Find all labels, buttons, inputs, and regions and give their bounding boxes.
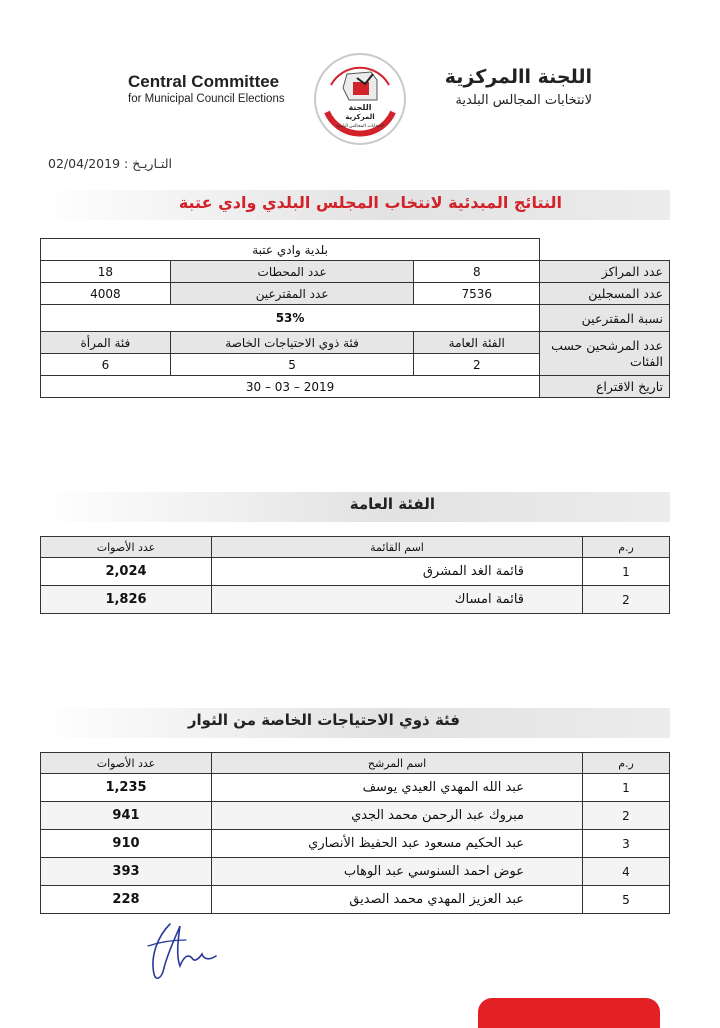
category-general-value: 2 <box>414 354 540 376</box>
category-general-label: الفئة العامة <box>414 332 540 354</box>
turnout-value: 53% <box>41 305 540 332</box>
election-info-table <box>40 238 670 398</box>
table-row <box>41 886 670 914</box>
date-label: التـاريـخ : <box>124 156 172 171</box>
table-row <box>41 558 670 586</box>
table-row <box>41 830 670 858</box>
list-name: قائمة الغد المشرق <box>212 558 583 586</box>
col-header-votes: عدد الأصوات <box>41 753 212 774</box>
results-title-banner <box>40 190 670 220</box>
category-women-value: 6 <box>41 354 171 376</box>
voters-value: 4008 <box>41 283 171 305</box>
category-special-value: 5 <box>170 354 414 376</box>
vote-date-value: 2019 – 03 – 30 <box>41 376 540 398</box>
table-row <box>41 586 670 614</box>
category-special-label: فئة ذوي الاحتياجات الخاصة <box>170 332 414 354</box>
header-arabic-subtitle: لانتخابات المجالس البلدية <box>455 93 592 108</box>
registered-label: عدد المسجلين <box>540 283 670 305</box>
col-header-name: اسم المرشح <box>212 753 583 774</box>
special-results-table <box>40 752 670 914</box>
row-number: 1 <box>583 774 670 802</box>
vote-count: 1,235 <box>41 774 212 802</box>
table-row <box>41 774 670 802</box>
logo-text-line2: المركزية <box>345 113 375 121</box>
vote-count: 2,024 <box>41 558 212 586</box>
row-number: 5 <box>583 886 670 914</box>
stations-label: عدد المحطات <box>170 261 414 283</box>
centers-label: عدد المراكز <box>540 261 670 283</box>
document-date <box>48 156 172 171</box>
row-number: 2 <box>583 802 670 830</box>
col-header-no: ر.م <box>583 537 670 558</box>
vote-count: 228 <box>41 886 212 914</box>
footer-red-bar <box>478 998 660 1028</box>
registered-value: 7536 <box>414 283 540 305</box>
header-english-title: Central Committee <box>128 72 280 91</box>
col-header-name: اسم القائمة <box>212 537 583 558</box>
date-value: 02/04/2019 <box>48 156 121 171</box>
turnout-label: نسبة المقترعين <box>540 305 670 332</box>
stations-value: 18 <box>41 261 171 283</box>
list-name: قائمة امساك <box>212 586 583 614</box>
row-number: 1 <box>583 558 670 586</box>
special-category-banner <box>40 708 670 738</box>
committee-logo <box>313 52 407 146</box>
candidate-name: مبروك عبد الرحمن محمد الجدي <box>212 802 583 830</box>
category-women-label: فئة المرأة <box>41 332 171 354</box>
municipality-name: بلدية وادي عتبة <box>41 239 540 261</box>
vote-count: 941 <box>41 802 212 830</box>
header-arabic-title: اللجنة االمركزية <box>444 66 592 88</box>
logo-text-line3: لانتخابات المجالس البلدية <box>336 124 384 129</box>
vote-count: 1,826 <box>41 586 212 614</box>
signature <box>140 916 220 986</box>
row-number: 2 <box>583 586 670 614</box>
general-results-table <box>40 536 670 614</box>
table-row <box>41 858 670 886</box>
header-english-subtitle: for Municipal Council Elections <box>128 93 285 105</box>
vote-count: 393 <box>41 858 212 886</box>
row-number: 4 <box>583 858 670 886</box>
candidates-label: عدد المرشحين حسب الفئات <box>540 332 670 376</box>
general-category-banner <box>40 492 670 522</box>
col-header-votes: عدد الأصوات <box>41 537 212 558</box>
general-category-heading: الفئة العامة <box>349 495 435 513</box>
candidate-name: عوض احمد السنوسي عبد الوهاب <box>212 858 583 886</box>
vote-date-label: تاريخ الاقتراع <box>540 376 670 398</box>
candidate-name: عبد العزيز المهدي محمد الصديق <box>212 886 583 914</box>
results-title: النتائج المبدئية لانتخاب المجلس البلدي وادي عتبة <box>178 193 562 212</box>
special-category-heading: فئة ذوي الاحتياجات الخاصة من الثوار <box>187 711 460 729</box>
row-number: 3 <box>583 830 670 858</box>
candidate-name: عبد الله المهدي العيدي يوسف <box>212 774 583 802</box>
voters-label: عدد المقترعين <box>170 283 414 305</box>
candidate-name: عبد الحكيم مسعود عبد الحفيظ الأنصاري <box>212 830 583 858</box>
vote-count: 910 <box>41 830 212 858</box>
logo-text-line1: اللجنة <box>348 103 372 112</box>
table-row <box>41 802 670 830</box>
centers-value: 8 <box>414 261 540 283</box>
col-header-no: ر.م <box>583 753 670 774</box>
